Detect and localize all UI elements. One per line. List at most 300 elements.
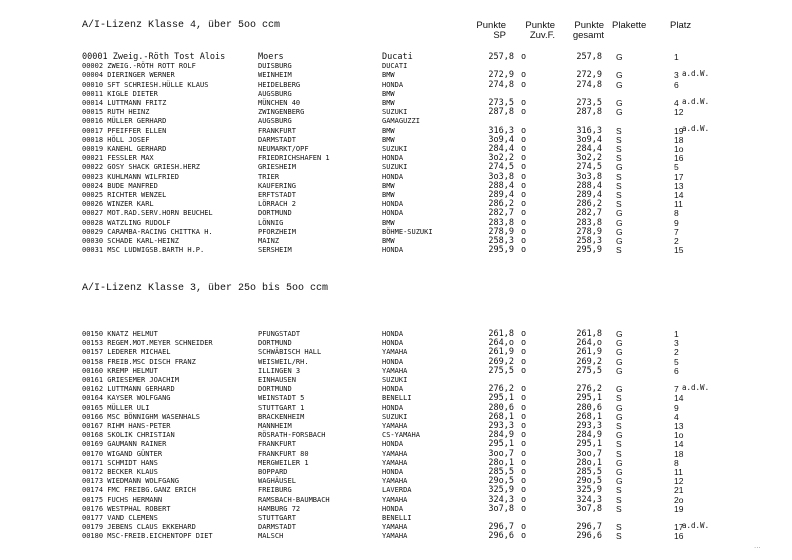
- points-sp: 272,9: [488, 70, 514, 81]
- plakette: S: [616, 393, 622, 404]
- plakette: S: [616, 180, 622, 191]
- points-total: 288,4: [576, 180, 602, 191]
- motorcycle-make: YAMAHA: [382, 523, 408, 532]
- points-total: 295,9: [576, 245, 602, 256]
- plakette: G: [616, 79, 623, 90]
- entrant-name: 00169 GAUMANN RAINER: [82, 440, 167, 449]
- points-zuv: o: [521, 402, 527, 413]
- entrant-city: DORTMUND: [258, 209, 292, 218]
- motorcycle-make: BENELLI: [382, 394, 412, 403]
- motorcycle-make: BMW: [382, 181, 395, 190]
- entrant-city: BRACKENHEIM: [258, 412, 305, 421]
- plakette: S: [616, 190, 622, 200]
- points-zuv: o: [521, 421, 527, 431]
- points-sp: 325,9: [488, 485, 514, 496]
- entrant-city: MÜNCHEN 40: [258, 99, 301, 107]
- points-sp: 29o,5: [488, 476, 514, 487]
- plakette: G: [616, 411, 623, 422]
- points-total: 3o2,2: [576, 153, 602, 164]
- points-zuv: o: [521, 411, 527, 422]
- entrant-name: 00161 GRIESEMER JOACHIM: [82, 376, 179, 384]
- placement: 18: [674, 448, 684, 459]
- entrant-city: FREIBURG: [258, 486, 292, 495]
- entrant-name: 00021 FESSLER MAX: [82, 154, 154, 163]
- points-zuv: o: [521, 365, 527, 376]
- entrant-name: 00150 KNATZ HELMUT: [82, 330, 158, 338]
- placement: 14: [674, 190, 684, 200]
- entrant-city: SCHWÄBISCH HALL: [258, 348, 322, 357]
- points-sp: 258,3: [488, 236, 514, 246]
- plakette: G: [616, 236, 623, 246]
- points-total: 287,8: [576, 107, 602, 118]
- entrant-name: 00030 SCHADE KARL-HEINZ: [82, 237, 179, 245]
- points-sp: 295,1: [488, 439, 514, 450]
- header-punkte-gesamt: Punkte gesamt: [572, 20, 604, 41]
- points-zuv: o: [521, 226, 527, 237]
- plakette: S: [616, 144, 622, 154]
- motorcycle-make: HONDA: [382, 357, 404, 366]
- motorcycle-make: BMW: [382, 191, 395, 199]
- motorcycle-make: YAMAHA: [382, 449, 408, 458]
- points-zuv: o: [521, 347, 527, 358]
- entrant-name: 00001 Zweig.-Röth Tost Alois: [82, 52, 226, 62]
- plakette: S: [616, 125, 622, 136]
- points-sp: 261,8: [488, 329, 514, 339]
- placement: 11: [674, 199, 683, 210]
- entrant-name: 00031 MSC LUDWIGSB.BARTH H.P.: [82, 246, 205, 255]
- motorcycle-make: BMW: [382, 237, 395, 245]
- placement: 4: [674, 98, 679, 108]
- placement: 18: [674, 134, 684, 145]
- motorcycle-make: YAMAHA: [382, 458, 408, 467]
- motorcycle-make: SUZUKI: [382, 163, 408, 172]
- points-zuv: o: [521, 70, 527, 81]
- points-zuv: o: [521, 153, 527, 164]
- placement: 9: [674, 217, 679, 228]
- points-sp: 28o,1: [488, 457, 514, 468]
- scan-mark: ‧‧‧: [754, 544, 761, 552]
- plakette: G: [616, 356, 623, 367]
- entrant-city: BOPPARD: [258, 468, 288, 476]
- points-total: 284,4: [576, 144, 602, 154]
- points-total: 296,7: [576, 522, 602, 533]
- plakette: S: [616, 134, 622, 145]
- entrant-city: FRANKFURT: [258, 440, 296, 449]
- plakette: G: [616, 457, 623, 468]
- motorcycle-make: YAMAHA: [382, 422, 408, 430]
- points-total: 29o,5: [576, 476, 602, 487]
- motorcycle-make: CS-YAMAHA: [382, 431, 420, 440]
- points-total: 296,6: [576, 531, 602, 542]
- placement: 4: [674, 411, 679, 422]
- entrant-name: 00176 WESTPHAL ROBERT: [82, 504, 171, 513]
- entrant-name: 00158 FREIB.MSC DISCH FRANZ: [82, 357, 196, 366]
- points-zuv: o: [521, 531, 527, 542]
- entrant-name: 00172 BECKER KLAUS: [82, 468, 158, 476]
- points-sp: 269,2: [488, 356, 514, 367]
- entrant-city: SERSHEIM: [258, 246, 292, 255]
- table-row: [0, 81, 792, 90]
- motorcycle-make: BENELLI: [382, 514, 412, 522]
- motorcycle-make: HONDA: [382, 80, 404, 89]
- points-zuv: o: [521, 79, 527, 90]
- plakette: G: [616, 208, 623, 219]
- points-zuv: o: [521, 107, 527, 118]
- points-sp: 296,6: [488, 531, 514, 542]
- points-sp: 287,8: [488, 107, 514, 118]
- plakette: G: [616, 430, 623, 441]
- plakette: G: [616, 384, 623, 395]
- entrant-name: 00004 DIERINGER WERNER: [82, 71, 175, 80]
- note: a.d.W.: [682, 521, 710, 530]
- motorcycle-make: BÖHME-SUZUKI: [382, 227, 433, 236]
- placement: 2: [674, 347, 679, 358]
- plakette: G: [616, 467, 623, 477]
- placement: 1o: [674, 144, 684, 154]
- points-total: 3o7,8: [576, 503, 602, 514]
- points-zuv: o: [521, 430, 527, 441]
- placement: 6: [674, 365, 679, 376]
- entrant-city: STUTTGART: [258, 514, 296, 522]
- points-zuv: o: [521, 356, 527, 367]
- placement: 13: [674, 180, 684, 191]
- table-row: [0, 367, 792, 376]
- entrant-name: 00029 CARAMBA-RACING CHITTKA H.: [82, 227, 213, 236]
- note: a.d.W.: [682, 69, 710, 79]
- placement: 21: [674, 485, 684, 496]
- motorcycle-make: BMW: [382, 135, 395, 144]
- entrant-city: PFUNGSTADT: [258, 330, 301, 338]
- plakette: S: [616, 494, 622, 505]
- placement: 8: [674, 208, 679, 219]
- entrant-city: RÖSRATH-FORSBACH: [258, 431, 326, 440]
- entrant-city: WEISWEIL/RH.: [258, 357, 309, 366]
- entrant-city: AUGSBURG: [258, 117, 292, 126]
- points-total: 274,5: [576, 162, 602, 173]
- points-total: 284,9: [576, 430, 602, 441]
- motorcycle-make: HONDA: [382, 330, 404, 338]
- points-sp: 283,8: [488, 217, 514, 228]
- points-zuv: o: [521, 180, 527, 191]
- motorcycle-make: HONDA: [382, 468, 404, 476]
- entrant-name: 00028 WATZLING RUDOLF: [82, 218, 171, 227]
- plakette: G: [616, 476, 623, 487]
- points-zuv: o: [521, 338, 527, 349]
- plakette: G: [616, 329, 623, 339]
- entrant-city: WEINHEIM: [258, 71, 292, 80]
- entrant-name: 00002 ZWEIG.-RÖTH ROTT ROLF: [82, 62, 196, 71]
- entrant-city: MERGWEILER 1: [258, 458, 309, 467]
- placement: 7: [674, 226, 679, 237]
- entrant-name: 00170 WIGAND GÜNTER: [82, 449, 163, 458]
- placement: 14: [674, 393, 684, 404]
- entrant-city: ILLINGEN 3: [258, 366, 301, 375]
- motorcycle-make: HONDA: [382, 385, 404, 394]
- points-sp: 275,5: [488, 365, 514, 376]
- points-total: 28o,1: [576, 457, 602, 468]
- table-row: [0, 108, 792, 117]
- plakette: G: [616, 217, 623, 228]
- points-zuv: o: [521, 439, 527, 450]
- placement: 13: [674, 421, 684, 431]
- entrant-city: FRANKFURT: [258, 126, 296, 135]
- points-total: 275,5: [576, 365, 602, 376]
- motorcycle-make: DUCATI: [382, 62, 408, 71]
- entrant-city: FRANKFURT 80: [258, 449, 309, 458]
- entrant-city: DORTMUND: [258, 339, 292, 348]
- motorcycle-make: HONDA: [382, 403, 404, 412]
- entrant-city: PFORZHEIM: [258, 227, 296, 236]
- entrant-city: LÖRRACH 2: [258, 200, 296, 209]
- motorcycle-make: YAMAHA: [382, 366, 408, 375]
- entrant-city: RAMSBACH-BAUMBACH: [258, 495, 330, 504]
- placement: 7: [674, 384, 679, 395]
- entrant-name: 00167 RIHM HANS-PETER: [82, 422, 171, 430]
- points-sp: 3o9,4: [488, 134, 514, 145]
- points-sp: 3o7,8: [488, 503, 514, 514]
- points-total: 289,4: [576, 190, 602, 200]
- entrant-name: 00014 LUTTMANN FRITZ: [82, 99, 167, 107]
- placement: 1: [674, 52, 679, 62]
- placement: 9: [674, 402, 679, 413]
- motorcycle-make: YAMAHA: [382, 532, 408, 541]
- entrant-name: 00174 FMC FREIBG.GANZ ERICH: [82, 486, 196, 495]
- points-zuv: o: [521, 52, 527, 62]
- points-zuv: o: [521, 393, 527, 404]
- plakette: S: [616, 503, 622, 514]
- points-sp: 295,9: [488, 245, 514, 256]
- entrant-name: 00023 KUHLMANN WILFRIED: [82, 172, 179, 181]
- points-sp: 280,6: [488, 402, 514, 413]
- motorcycle-make: BMW: [382, 126, 395, 135]
- points-zuv: o: [521, 476, 527, 487]
- entrant-name: 00160 KREMP HELMUT: [82, 366, 158, 375]
- placement: 2o: [674, 494, 684, 505]
- points-total: 276,2: [576, 384, 602, 395]
- points-zuv: o: [521, 125, 527, 136]
- entrant-name: 00024 BUDE MANFRED: [82, 181, 158, 190]
- note: a.d.W.: [682, 96, 710, 106]
- placement: 6: [674, 79, 679, 90]
- points-total: 268,1: [576, 411, 602, 422]
- points-zuv: o: [521, 503, 527, 514]
- motorcycle-make: SUZUKI: [382, 412, 408, 421]
- placement: 8: [674, 457, 679, 468]
- points-zuv: o: [521, 329, 527, 339]
- plakette: G: [616, 402, 623, 413]
- plakette: G: [616, 365, 623, 376]
- header-plakette: Plakette: [612, 20, 647, 31]
- motorcycle-make: YAMAHA: [382, 348, 408, 357]
- placement: 15: [674, 245, 684, 256]
- points-total: 257,8: [576, 52, 602, 62]
- points-sp: 274,5: [488, 162, 514, 173]
- entrant-name: 00010 SFT SCHRIESH.HÜLLE KLAUS: [82, 80, 209, 89]
- points-sp: 288,4: [488, 180, 514, 191]
- points-total: 295,1: [576, 393, 602, 404]
- entrant-city: HAMBURG 72: [258, 504, 301, 513]
- points-sp: 324,3: [488, 494, 514, 505]
- entrant-city: GRIESHEIM: [258, 163, 296, 172]
- motorcycle-make: BMW: [382, 218, 395, 227]
- points-total: 273,5: [576, 98, 602, 108]
- points-total: 325,9: [576, 485, 602, 496]
- points-total: 3o9,4: [576, 134, 602, 145]
- placement: 14: [674, 439, 684, 450]
- plakette: G: [616, 70, 623, 81]
- entrant-city: MALSCH: [258, 532, 284, 541]
- points-sp: 289,4: [488, 190, 514, 200]
- entrant-name: 00011 KIGLE DIETER: [82, 89, 158, 98]
- points-sp: 257,8: [488, 52, 514, 62]
- plakette: G: [616, 347, 623, 358]
- points-total: 269,2: [576, 356, 602, 367]
- points-total: 278,9: [576, 226, 602, 237]
- points-zuv: o: [521, 457, 527, 468]
- points-total: 316,3: [576, 125, 602, 136]
- motorcycle-make: YAMAHA: [382, 495, 408, 504]
- plakette: G: [616, 338, 623, 349]
- points-zuv: o: [521, 494, 527, 505]
- points-zuv: o: [521, 384, 527, 395]
- header-punkte-zuv: Punkte Zuv.F.: [525, 20, 555, 41]
- entrant-name: 00157 LEDERER MICHAEL: [82, 348, 171, 357]
- points-total: 295,1: [576, 439, 602, 450]
- points-zuv: o: [521, 199, 527, 210]
- motorcycle-make: GAMAGUZZI: [382, 117, 420, 126]
- entrant-name: 00168 SKOLIK CHRISTIAN: [82, 431, 175, 440]
- motorcycle-make: SUZUKI: [382, 376, 408, 384]
- entrant-city: ERFTSTADT: [258, 191, 296, 199]
- plakette: G: [616, 107, 623, 118]
- placement: 12: [674, 107, 684, 118]
- entrant-city: DUISBURG: [258, 62, 292, 71]
- entrant-city: AUGSBURG: [258, 89, 292, 98]
- entrant-city: MAINZ: [258, 237, 280, 245]
- points-zuv: o: [521, 485, 527, 496]
- placement: 5: [674, 356, 679, 367]
- points-total: 283,8: [576, 217, 602, 228]
- points-total: 274,8: [576, 79, 602, 90]
- points-sp: 3oo,7: [488, 448, 514, 459]
- entrant-name: 00017 PFEIFFER ELLEN: [82, 126, 167, 135]
- points-zuv: o: [521, 98, 527, 108]
- placement: 5: [674, 162, 679, 173]
- points-sp: 264,o: [488, 338, 514, 349]
- entrant-name: 00173 WIEDMANN WOLFGANG: [82, 477, 179, 486]
- entrant-name: 00025 RICHTER WENZEL: [82, 191, 167, 199]
- entrant-name: 00018 HÖLL JOSEF: [82, 135, 150, 144]
- points-sp: 285,5: [488, 467, 514, 477]
- motorcycle-make: Ducati: [382, 52, 413, 62]
- entrant-name: 00162 LUTTMANN GERHARD: [82, 385, 175, 394]
- points-zuv: o: [521, 245, 527, 256]
- points-total: 285,5: [576, 467, 602, 477]
- entrant-city: EINHAUSEN: [258, 376, 296, 384]
- entrant-name: 00015 RUTH HEINZ: [82, 108, 150, 117]
- note: a.d.W.: [682, 383, 710, 392]
- motorcycle-make: HONDA: [382, 200, 404, 209]
- entrant-city: DORTMUND: [258, 385, 292, 394]
- entrant-city: WAGHÄUSEL: [258, 477, 296, 486]
- entrant-city: MANNHEIM: [258, 422, 292, 430]
- table-row: [0, 505, 792, 514]
- points-zuv: o: [521, 162, 527, 173]
- points-total: 286,2: [576, 199, 602, 210]
- points-sp: 276,2: [488, 384, 514, 395]
- motorcycle-make: HONDA: [382, 504, 404, 513]
- points-sp: 295,1: [488, 393, 514, 404]
- entrant-name: 00165 MÜLLER ULI: [82, 403, 150, 412]
- entrant-name: 00180 MSC-FREIB.EICHENTOPF DIET: [82, 532, 213, 541]
- points-total: 280,6: [576, 402, 602, 413]
- entrant-name: 00171 SCHMIDT HANS: [82, 458, 158, 467]
- placement: 17: [674, 522, 684, 533]
- points-zuv: o: [521, 144, 527, 154]
- placement: 1: [674, 329, 679, 339]
- entrant-name: 00164 KAYSER WOLFGANG: [82, 394, 171, 403]
- entrant-name: 00026 WINZER KARL: [82, 200, 154, 209]
- points-zuv: o: [521, 448, 527, 459]
- points-sp: 273,5: [488, 98, 514, 108]
- points-total: 264,o: [576, 338, 602, 349]
- entrant-city: LÖNNIG: [258, 218, 284, 227]
- plakette: S: [616, 485, 622, 496]
- points-zuv: o: [521, 171, 527, 182]
- points-sp: 282,7: [488, 208, 514, 219]
- points-sp: 284,4: [488, 144, 514, 154]
- points-zuv: o: [521, 236, 527, 246]
- entrant-name: 00022 GOSY SHACK GRIESH.HERZ: [82, 163, 201, 172]
- plakette: S: [616, 448, 622, 459]
- points-total: 3o3,8: [576, 171, 602, 182]
- section2-title: A/I-Lizenz Klasse 3, über 25o bis 5oo ccm: [82, 283, 329, 294]
- points-total: 324,3: [576, 494, 602, 505]
- placement: 2: [674, 236, 679, 246]
- entrant-city: DARMSTADT: [258, 523, 296, 532]
- placement: 19: [674, 503, 684, 514]
- placement: 12: [674, 476, 684, 487]
- entrant-name: 00166 MSC BÖNNIGHM WASENHALS: [82, 412, 201, 421]
- motorcycle-make: HONDA: [382, 154, 404, 163]
- header-punkte-sp: Punkte SP: [476, 20, 506, 41]
- points-sp: 3o3,8: [488, 171, 514, 182]
- placement: 16: [674, 153, 684, 164]
- entrant-name: 00019 KANEHL GERHARD: [82, 145, 167, 153]
- note: a.d.W.: [682, 124, 710, 134]
- points-sp: 316,3: [488, 125, 514, 136]
- section1-title: A/I-Lizenz Klasse 4, über 5oo ccm: [82, 20, 281, 31]
- points-total: 272,9: [576, 70, 602, 81]
- points-sp: 268,1: [488, 411, 514, 422]
- placement: 3: [674, 70, 679, 81]
- entrant-name: 00177 VAND CLEMENS: [82, 514, 158, 522]
- entrant-city: ZWINGENBERG: [258, 108, 305, 117]
- plakette: G: [616, 52, 623, 62]
- entrant-name: 00153 REGEM.MOT.MEYER SCHNEIDER: [82, 339, 213, 348]
- points-total: 261,8: [576, 329, 602, 339]
- motorcycle-make: HONDA: [382, 440, 404, 449]
- points-zuv: o: [521, 467, 527, 477]
- plakette: S: [616, 439, 622, 450]
- points-total: 293,3: [576, 421, 602, 431]
- points-sp: 286,2: [488, 199, 514, 210]
- table-row: [0, 53, 792, 62]
- motorcycle-make: LAVERDA: [382, 486, 412, 495]
- entrant-city: DARMSTADT: [258, 135, 296, 144]
- points-total: 3oo,7: [576, 448, 602, 459]
- placement: 16: [674, 531, 684, 542]
